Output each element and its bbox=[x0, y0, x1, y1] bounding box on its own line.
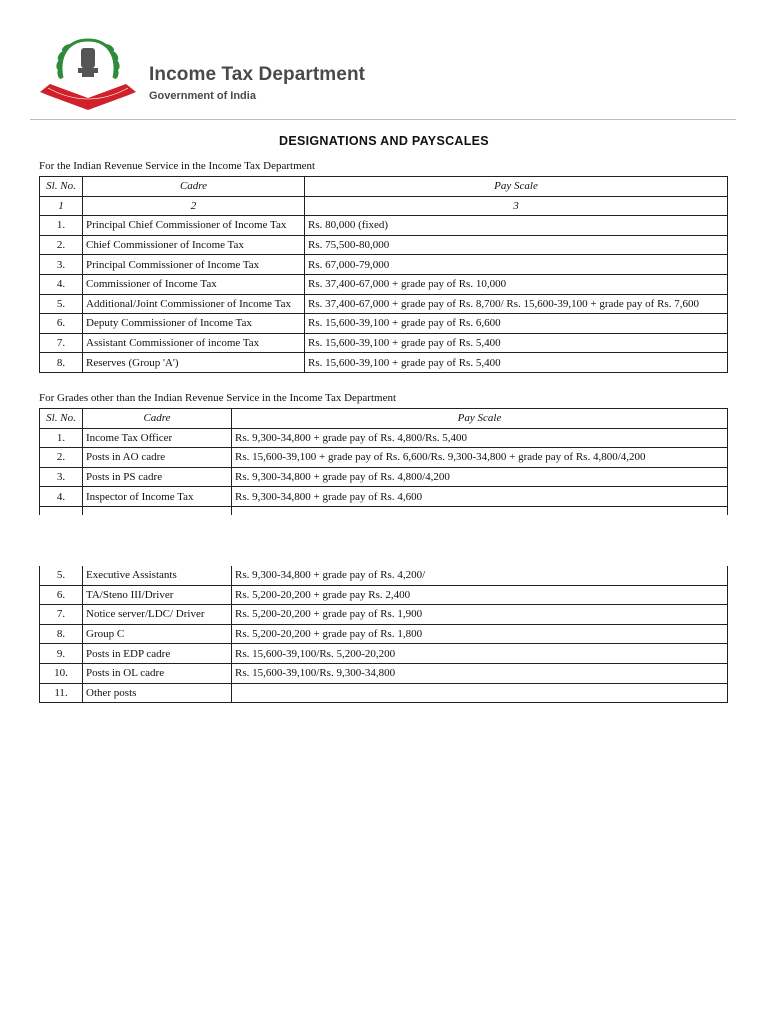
row-number: 1. bbox=[40, 216, 83, 236]
income-tax-emblem-logo bbox=[36, 34, 140, 114]
header-cadre: Cadre bbox=[83, 409, 232, 429]
row-number: 3. bbox=[40, 255, 83, 275]
row-number: 7. bbox=[40, 605, 83, 625]
table-row bbox=[40, 235, 728, 255]
row-number: 9. bbox=[40, 644, 83, 664]
table-header-row bbox=[40, 409, 728, 429]
table-row bbox=[40, 663, 728, 683]
row-number: 4. bbox=[40, 487, 83, 507]
other-grades-payscale-table bbox=[39, 408, 728, 515]
pay-scale-cell: Rs. 75,500-80,000 bbox=[305, 235, 728, 255]
pay-scale-cell: Rs. 5,200-20,200 + grade pay of Rs. 1,900 bbox=[232, 605, 728, 625]
table-row bbox=[40, 255, 728, 275]
cadre-cell: Posts in EDP cadre bbox=[83, 644, 232, 664]
column-number: 3 bbox=[305, 196, 728, 216]
pay-scale-cell: Rs. 15,600-39,100 + grade pay of Rs. 5,400 bbox=[305, 333, 728, 353]
cadre-cell: Chief Commissioner of Income Tax bbox=[83, 235, 305, 255]
table-row bbox=[40, 683, 728, 703]
header-pay-scale: Pay Scale bbox=[232, 409, 728, 429]
table-row bbox=[40, 585, 728, 605]
table-row bbox=[40, 605, 728, 625]
cadre-cell: Additional/Joint Commissioner of Income Tax bbox=[83, 294, 305, 314]
pay-scale-cell: Rs. 5,200-20,200 + grade pay of Rs. 1,800 bbox=[232, 624, 728, 644]
row-number: 7. bbox=[40, 333, 83, 353]
header-pay-scale: Pay Scale bbox=[305, 177, 728, 197]
cadre-cell: Executive Assistants bbox=[83, 566, 232, 585]
pay-scale-cell bbox=[232, 683, 728, 703]
page-break-row bbox=[40, 506, 728, 515]
pay-scale-cell: Rs. 15,600-39,100 + grade pay of Rs. 6,600 bbox=[305, 314, 728, 334]
document-title: DESIGNATIONS AND PAYSCALES bbox=[279, 134, 489, 148]
table-row bbox=[40, 644, 728, 664]
cadre-cell: Principal Commissioner of Income Tax bbox=[83, 255, 305, 275]
row-number: 11. bbox=[40, 683, 83, 703]
row-number: 8. bbox=[40, 624, 83, 644]
cadre-cell: Group C bbox=[83, 624, 232, 644]
other-grades-payscale-table-continued bbox=[39, 566, 728, 703]
column-number: 2 bbox=[83, 196, 305, 216]
row-number: 8. bbox=[40, 353, 83, 373]
row-number: 3. bbox=[40, 467, 83, 487]
cadre-cell: Other posts bbox=[83, 683, 232, 703]
table-row bbox=[40, 624, 728, 644]
table-row bbox=[40, 428, 728, 448]
cadre-cell: Posts in AO cadre bbox=[83, 448, 232, 468]
row-number: 6. bbox=[40, 314, 83, 334]
header-sl-no: Sl. No. bbox=[40, 177, 83, 197]
table-row bbox=[40, 333, 728, 353]
table-row bbox=[40, 294, 728, 314]
table-row bbox=[40, 448, 728, 468]
column-number-row bbox=[40, 196, 728, 216]
row-number: 4. bbox=[40, 274, 83, 294]
department-name: Income Tax Department bbox=[149, 64, 366, 85]
pay-scale-cell: Rs. 15,600-39,100/Rs. 5,200-20,200 bbox=[232, 644, 728, 664]
table-row bbox=[40, 566, 728, 585]
table-header-row bbox=[40, 177, 728, 197]
pay-scale-cell: Rs. 9,300-34,800 + grade pay of Rs. 4,200/ bbox=[232, 566, 728, 585]
table-row bbox=[40, 467, 728, 487]
table-row bbox=[40, 216, 728, 236]
cadre-cell: Assistant Commissioner of income Tax bbox=[83, 333, 305, 353]
row-number: 5. bbox=[40, 566, 83, 585]
row-number: 1. bbox=[40, 428, 83, 448]
cadre-cell: Reserves (Group 'A') bbox=[83, 353, 305, 373]
section2-caption: For Grades other than the Indian Revenue Service in the Income Tax Department bbox=[39, 392, 397, 404]
pay-scale-cell: Rs. 5,200-20,200 + grade pay Rs. 2,400 bbox=[232, 585, 728, 605]
table-row bbox=[40, 274, 728, 294]
row-number: 2. bbox=[40, 448, 83, 468]
row-number: 5. bbox=[40, 294, 83, 314]
pay-scale-cell: Rs. 67,000-79,000 bbox=[305, 255, 728, 275]
cadre-cell: Commissioner of Income Tax bbox=[83, 274, 305, 294]
row-number: 6. bbox=[40, 585, 83, 605]
cadre-cell: TA/Steno III/Driver bbox=[83, 585, 232, 605]
cadre-cell: Principal Chief Commissioner of Income Tax bbox=[83, 216, 305, 236]
row-number: 10. bbox=[40, 663, 83, 683]
header-cadre: Cadre bbox=[83, 177, 305, 197]
empty-cell bbox=[232, 506, 728, 515]
section1-caption: For the Indian Revenue Service in the Income Tax Department bbox=[39, 160, 316, 172]
pay-scale-cell: Rs. 80,000 (fixed) bbox=[305, 216, 728, 236]
table-row bbox=[40, 314, 728, 334]
row-number: 2. bbox=[40, 235, 83, 255]
cadre-cell: Deputy Commissioner of Income Tax bbox=[83, 314, 305, 334]
pay-scale-cell: Rs. 37,400-67,000 + grade pay of Rs. 10,000 bbox=[305, 274, 728, 294]
page-header bbox=[28, 34, 738, 120]
pay-scale-cell: Rs. 15,600-39,100/Rs. 9,300-34,800 bbox=[232, 663, 728, 683]
header-divider bbox=[30, 119, 736, 120]
pay-scale-cell: Rs. 9,300-34,800 + grade pay of Rs. 4,800/4,200 bbox=[232, 467, 728, 487]
cadre-cell: Posts in PS cadre bbox=[83, 467, 232, 487]
pay-scale-cell: Rs. 15,600-39,100 + grade pay of Rs. 5,400 bbox=[305, 353, 728, 373]
cadre-cell: Notice server/LDC/ Driver bbox=[83, 605, 232, 625]
table-row bbox=[40, 353, 728, 373]
cadre-cell: Income Tax Officer bbox=[83, 428, 232, 448]
table-row bbox=[40, 487, 728, 507]
irs-payscale-table bbox=[39, 176, 728, 373]
pay-scale-cell: Rs. 9,300-34,800 + grade pay of Rs. 4,600 bbox=[232, 487, 728, 507]
empty-cell bbox=[83, 506, 232, 515]
header-sl-no: Sl. No. bbox=[40, 409, 83, 429]
empty-cell bbox=[40, 506, 83, 515]
cadre-cell: Posts in OL cadre bbox=[83, 663, 232, 683]
pay-scale-cell: Rs. 9,300-34,800 + grade pay of Rs. 4,800/Rs. 5,400 bbox=[232, 428, 728, 448]
pay-scale-cell: Rs. 37,400-67,000 + grade pay of Rs. 8,700/ Rs. 15,600-39,100 + grade pay of Rs. 7,600 bbox=[305, 294, 728, 314]
column-number: 1 bbox=[40, 196, 83, 216]
pay-scale-cell: Rs. 15,600-39,100 + grade pay of Rs. 6,600/Rs. 9,300-34,800 + grade pay of Rs. 4,800/4,200 bbox=[232, 448, 728, 468]
cadre-cell: Inspector of Income Tax bbox=[83, 487, 232, 507]
government-subtitle: Government of India bbox=[149, 90, 256, 102]
